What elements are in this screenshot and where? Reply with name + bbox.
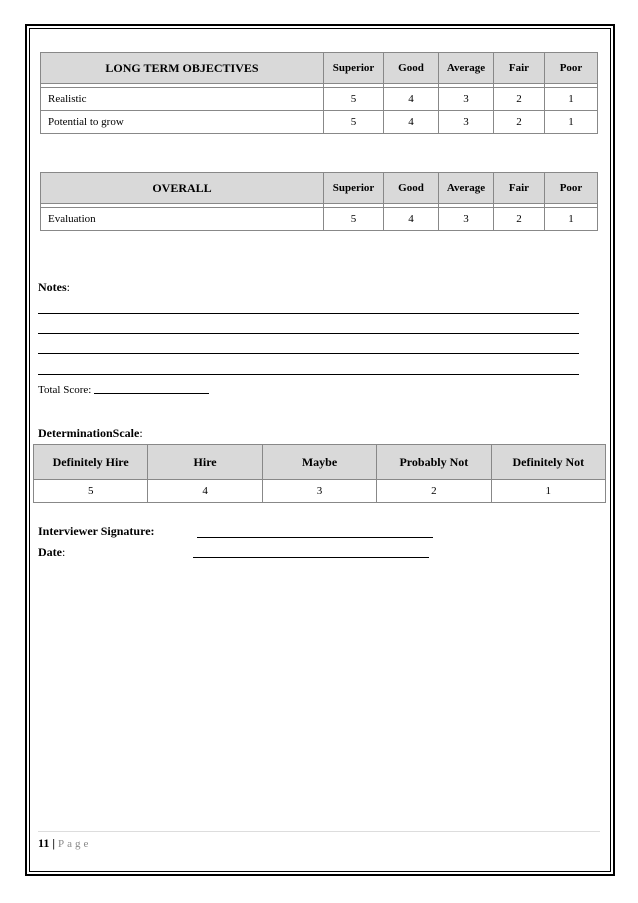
total-score-label: Total Score: — [38, 384, 92, 396]
row-label: Evaluation — [41, 208, 324, 231]
column-header: Fair — [494, 53, 545, 84]
column-header: Average — [439, 53, 494, 84]
column-header: Fair — [494, 173, 545, 204]
signature-label: Interviewer Signature: — [38, 524, 155, 538]
total-score-field[interactable] — [94, 393, 209, 394]
row-label: Potential to grow — [41, 111, 324, 134]
scale-cell: 1 — [491, 480, 605, 503]
total-score — [38, 384, 209, 396]
rating-cell: 4 — [384, 88, 439, 111]
column-header: Probably Not — [377, 445, 491, 480]
long-term-objectives-table — [40, 52, 598, 134]
notes-label: Notes: — [38, 280, 71, 294]
rating-cell: 3 — [439, 208, 494, 231]
table-title: LONG TERM OBJECTIVES — [41, 53, 324, 84]
column-header: Hire — [148, 445, 262, 480]
table-header-row — [41, 173, 598, 204]
table-title: OVERALL — [41, 173, 324, 204]
rating-cell: 5 — [324, 88, 384, 111]
page-footer — [38, 836, 91, 851]
rating-cell: 1 — [545, 88, 598, 111]
column-header: Maybe — [262, 445, 376, 480]
date-label: Date: — [38, 545, 66, 559]
column-header: Good — [384, 53, 439, 84]
column-header: Poor — [545, 53, 598, 84]
column-header: Definitely Hire — [34, 445, 148, 480]
rating-cell: 1 — [545, 208, 598, 231]
rating-cell: 5 — [324, 111, 384, 134]
table-row — [41, 208, 598, 231]
rating-cell: 2 — [494, 111, 545, 134]
rating-cell: 2 — [494, 88, 545, 111]
column-header: Superior — [324, 53, 384, 84]
signature-field[interactable] — [197, 537, 433, 538]
row-label: Realistic — [41, 88, 324, 111]
date-field[interactable] — [193, 557, 429, 558]
rating-cell: 1 — [545, 111, 598, 134]
page-word: Page — [58, 838, 92, 850]
determination-scale-label: DeterminationScale: — [38, 426, 143, 440]
notes-line[interactable] — [38, 333, 579, 334]
determination-scale-table — [33, 444, 606, 503]
table-row — [34, 480, 606, 503]
footer-separator: | — [52, 836, 55, 850]
scale-cell: 5 — [34, 480, 148, 503]
column-header: Good — [384, 173, 439, 204]
footer-divider — [38, 831, 600, 832]
scale-cell: 2 — [377, 480, 491, 503]
column-header: Poor — [545, 173, 598, 204]
scale-cell: 4 — [148, 480, 262, 503]
table-row — [41, 88, 598, 111]
column-header: Superior — [324, 173, 384, 204]
column-header: Average — [439, 173, 494, 204]
scale-cell: 3 — [262, 480, 376, 503]
column-header: Definitely Not — [491, 445, 605, 480]
notes-line[interactable] — [38, 374, 579, 375]
rating-cell: 4 — [384, 111, 439, 134]
table-row — [41, 111, 598, 134]
rating-cell: 5 — [324, 208, 384, 231]
notes-line[interactable] — [38, 313, 579, 314]
rating-cell: 4 — [384, 208, 439, 231]
notes-line[interactable] — [38, 353, 579, 354]
table-header-row — [41, 53, 598, 84]
rating-cell: 3 — [439, 111, 494, 134]
overall-table — [40, 172, 598, 231]
rating-cell: 3 — [439, 88, 494, 111]
table-header-row — [34, 445, 606, 480]
rating-cell: 2 — [494, 208, 545, 231]
page-number: 11 — [38, 836, 50, 850]
